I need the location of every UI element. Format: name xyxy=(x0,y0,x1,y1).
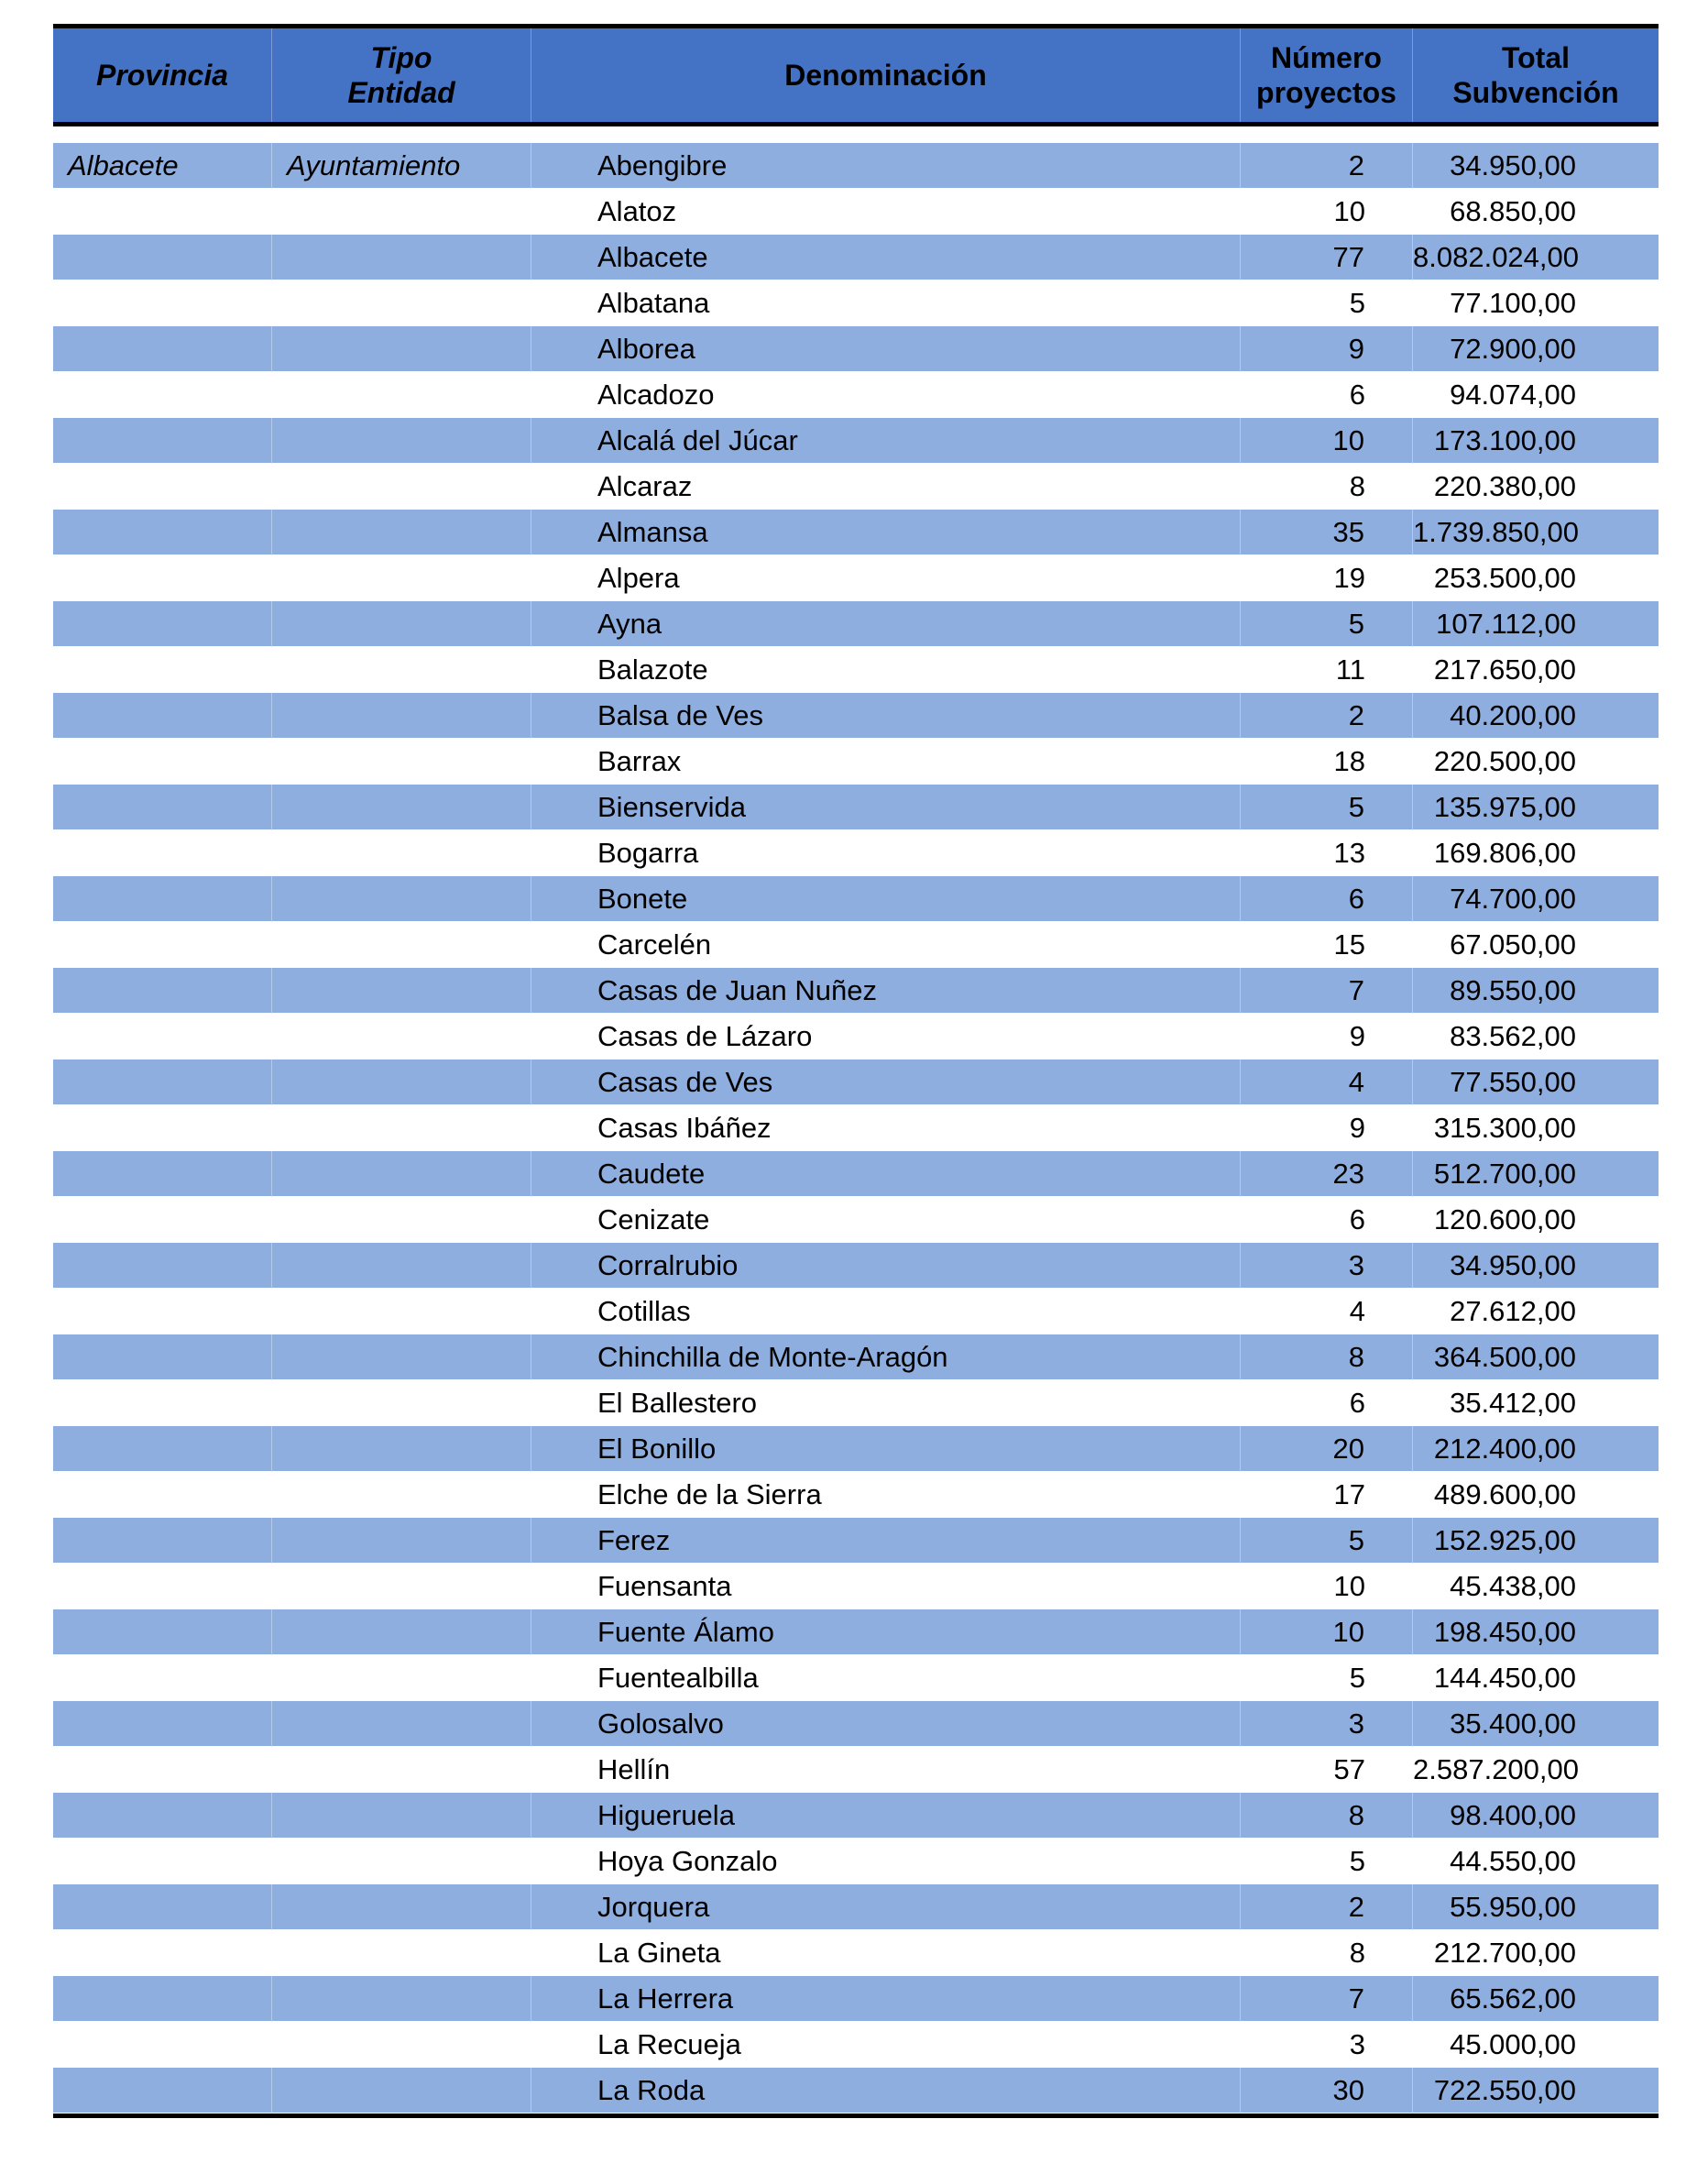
cell-provincia xyxy=(53,739,272,785)
cell-tipo-entidad xyxy=(272,1930,531,1976)
cell-provincia xyxy=(53,510,272,555)
cell-tipo-entidad xyxy=(272,555,531,601)
table-row xyxy=(53,1976,1659,2022)
table-row xyxy=(53,280,1659,326)
cell-provincia xyxy=(53,280,272,326)
cell-numero-proyectos: 77 xyxy=(1241,235,1413,280)
cell-numero-proyectos: 3 xyxy=(1349,2028,1365,2060)
cell-numero-proyectos: 10 xyxy=(1241,418,1413,464)
table-row xyxy=(53,2022,1659,2068)
cell-tipo-entidad xyxy=(272,326,531,372)
cell-numero-proyectos: 35 xyxy=(1241,510,1413,555)
cell-provincia: Albacete xyxy=(53,143,272,189)
cell-numero-proyectos: 20 xyxy=(1241,1426,1413,1472)
cell-tipo-entidad xyxy=(272,235,531,280)
table-row xyxy=(53,1243,1659,1289)
cell-total-subvencion: 45.000,00 xyxy=(1450,2028,1576,2060)
cell-tipo-entidad xyxy=(272,1884,531,1930)
cell-denominacion: Casas Ibáñez xyxy=(597,1112,772,1144)
cell-denominacion: Abengibre xyxy=(531,143,1241,189)
cell-provincia xyxy=(53,1747,272,1793)
cell-numero-proyectos: 9 xyxy=(1349,1112,1365,1144)
cell-tipo-entidad xyxy=(272,1564,531,1609)
cell-total-subvencion: 107.112,00 xyxy=(1413,601,1659,647)
table-row xyxy=(53,1655,1659,1701)
table-row xyxy=(53,1793,1659,1839)
cell-total-subvencion: 198.450,00 xyxy=(1413,1609,1659,1655)
cell-numero-proyectos: 17 xyxy=(1333,1478,1365,1510)
cell-denominacion: Alcadozo xyxy=(597,379,715,411)
header-numero-line2: proyectos xyxy=(1256,76,1396,109)
cell-provincia xyxy=(53,1060,272,1105)
table-row xyxy=(53,647,1659,693)
cell-numero-proyectos: 5 xyxy=(1241,601,1413,647)
cell-denominacion: Hoya Gonzalo xyxy=(597,1845,778,1877)
cell-total-subvencion: 55.950,00 xyxy=(1413,1884,1659,1930)
cell-provincia xyxy=(53,1197,272,1243)
cell-total-subvencion: 35.412,00 xyxy=(1450,1387,1576,1419)
cell-total-subvencion: 77.100,00 xyxy=(1450,287,1576,319)
header-numero-line1: Número xyxy=(1271,41,1382,74)
cell-provincia xyxy=(53,1701,272,1747)
table-row xyxy=(53,1105,1659,1151)
cell-denominacion: El Bonillo xyxy=(531,1426,1241,1472)
cell-denominacion: Golosalvo xyxy=(531,1701,1241,1747)
cell-denominacion: La Recueja xyxy=(597,2028,741,2060)
cell-tipo-entidad xyxy=(272,693,531,739)
cell-tipo-entidad xyxy=(272,1380,531,1426)
cell-tipo-entidad xyxy=(272,1839,531,1884)
cell-total-subvencion: 65.562,00 xyxy=(1413,1976,1659,2022)
cell-provincia xyxy=(53,1334,272,1380)
cell-provincia xyxy=(53,830,272,876)
cell-provincia xyxy=(53,693,272,739)
cell-numero-proyectos: 5 xyxy=(1349,287,1365,319)
cell-denominacion: Albatana xyxy=(597,287,710,319)
cell-tipo-entidad xyxy=(272,1289,531,1334)
cell-numero-proyectos: 11 xyxy=(1335,653,1365,686)
cell-denominacion: Jorquera xyxy=(531,1884,1241,1930)
cell-denominacion: Barrax xyxy=(597,745,682,777)
header-gap xyxy=(53,126,1659,143)
table-row xyxy=(53,418,1659,464)
header-numero-proyectos xyxy=(1241,28,1413,122)
cell-total-subvencion: 27.612,00 xyxy=(1450,1295,1576,1327)
cell-numero-proyectos: 30 xyxy=(1241,2068,1413,2114)
cell-provincia xyxy=(53,1839,272,1884)
cell-numero-proyectos: 2 xyxy=(1241,693,1413,739)
cell-numero-proyectos: 5 xyxy=(1241,1518,1413,1564)
cell-total-subvencion: 89.550,00 xyxy=(1413,968,1659,1014)
cell-denominacion: Alcaraz xyxy=(597,470,693,502)
cell-total-subvencion: 152.925,00 xyxy=(1413,1518,1659,1564)
cell-provincia xyxy=(53,1793,272,1839)
cell-numero-proyectos: 6 xyxy=(1241,876,1413,922)
cell-tipo-entidad xyxy=(272,1701,531,1747)
cell-tipo-entidad xyxy=(272,1334,531,1380)
cell-tipo-entidad xyxy=(272,2022,531,2068)
table-row xyxy=(53,1930,1659,1976)
cell-provincia xyxy=(53,1426,272,1472)
cell-numero-proyectos: 10 xyxy=(1241,1609,1413,1655)
cell-total-subvencion: 77.550,00 xyxy=(1413,1060,1659,1105)
cell-total-subvencion: 315.300,00 xyxy=(1433,1112,1576,1144)
header-total-line1: Total xyxy=(1501,41,1571,74)
cell-denominacion: Cotillas xyxy=(597,1295,691,1327)
cell-provincia xyxy=(53,235,272,280)
cell-numero-proyectos: 8 xyxy=(1349,470,1365,502)
cell-tipo-entidad xyxy=(272,189,531,235)
cell-total-subvencion: 45.438,00 xyxy=(1450,1570,1576,1602)
cell-tipo-entidad xyxy=(272,876,531,922)
cell-numero-proyectos: 8 xyxy=(1241,1793,1413,1839)
table-header xyxy=(53,28,1659,122)
cell-numero-proyectos: 6 xyxy=(1349,1387,1365,1419)
cell-provincia xyxy=(53,1930,272,1976)
cell-tipo-entidad xyxy=(272,830,531,876)
cell-denominacion: Chinchilla de Monte-Aragón xyxy=(531,1334,1241,1380)
cell-tipo-entidad xyxy=(272,372,531,418)
cell-numero-proyectos: 9 xyxy=(1241,326,1413,372)
table-row xyxy=(53,1060,1659,1105)
header-tipo-line2: Entidad xyxy=(347,76,455,109)
header-tipo-line1: Tipo xyxy=(370,41,432,74)
cell-denominacion: Balazote xyxy=(597,653,708,686)
table-row xyxy=(53,1564,1659,1609)
cell-provincia xyxy=(53,372,272,418)
cell-denominacion: Almansa xyxy=(531,510,1241,555)
cell-tipo-entidad xyxy=(272,1105,531,1151)
cell-tipo-entidad xyxy=(272,739,531,785)
cell-tipo-entidad xyxy=(272,418,531,464)
cell-denominacion: Bienservida xyxy=(531,785,1241,830)
cell-provincia xyxy=(53,1518,272,1564)
header-total-subvencion xyxy=(1413,28,1659,122)
cell-denominacion: Alatoz xyxy=(597,195,677,227)
cell-total-subvencion: 72.900,00 xyxy=(1413,326,1659,372)
cell-denominacion: La Gineta xyxy=(597,1937,721,1969)
cell-numero-proyectos: 3 xyxy=(1241,1701,1413,1747)
cell-numero-proyectos: 18 xyxy=(1333,745,1365,777)
cell-total-subvencion: 253.500,00 xyxy=(1433,562,1576,594)
cell-tipo-entidad xyxy=(272,1426,531,1472)
table-row xyxy=(53,968,1659,1014)
header-total-line2: Subvención xyxy=(1452,76,1619,109)
cell-provincia xyxy=(53,326,272,372)
cell-numero-proyectos: 4 xyxy=(1349,1295,1365,1327)
table-row xyxy=(53,1839,1659,1884)
cell-denominacion: Cenizate xyxy=(597,1203,710,1235)
cell-tipo-entidad: Ayuntamiento xyxy=(272,143,531,189)
cell-provincia xyxy=(53,876,272,922)
cell-tipo-entidad xyxy=(272,1518,531,1564)
cell-numero-proyectos: 8 xyxy=(1241,1334,1413,1380)
cell-denominacion: Carcelén xyxy=(597,928,712,961)
cell-numero-proyectos: 6 xyxy=(1349,1203,1365,1235)
cell-denominacion: Casas de Lázaro xyxy=(597,1020,813,1052)
table-row xyxy=(53,510,1659,555)
cell-denominacion: Caudete xyxy=(531,1151,1241,1197)
cell-denominacion: Fuente Álamo xyxy=(531,1609,1241,1655)
cell-provincia xyxy=(53,189,272,235)
cell-total-subvencion: 2.587.200,00 xyxy=(1413,1753,1580,1785)
table-row xyxy=(53,326,1659,372)
table-row xyxy=(53,1747,1659,1793)
table-row xyxy=(53,922,1659,968)
cell-total-subvencion: 169.806,00 xyxy=(1433,837,1576,869)
header-tipo-entidad xyxy=(272,28,531,122)
cell-total-subvencion: 67.050,00 xyxy=(1450,928,1576,961)
cell-numero-proyectos: 4 xyxy=(1241,1060,1413,1105)
cell-provincia xyxy=(53,968,272,1014)
cell-denominacion: Bogarra xyxy=(597,837,699,869)
cell-total-subvencion: 120.600,00 xyxy=(1433,1203,1576,1235)
table-row xyxy=(53,1518,1659,1564)
cell-denominacion: La Roda xyxy=(531,2068,1241,2114)
table-row xyxy=(53,372,1659,418)
cell-denominacion: Alcalá del Júcar xyxy=(531,418,1241,464)
subsidy-table xyxy=(53,24,1659,2118)
table-row xyxy=(53,1380,1659,1426)
cell-numero-proyectos: 9 xyxy=(1349,1020,1365,1052)
cell-denominacion: Casas de Ves xyxy=(531,1060,1241,1105)
cell-provincia xyxy=(53,601,272,647)
table-row xyxy=(53,830,1659,876)
cell-total-subvencion: 1.739.850,00 xyxy=(1413,510,1659,555)
cell-provincia xyxy=(53,1151,272,1197)
cell-total-subvencion: 722.550,00 xyxy=(1413,2068,1659,2114)
cell-total-subvencion: 364.500,00 xyxy=(1413,1334,1659,1380)
cell-provincia xyxy=(53,1609,272,1655)
table-row xyxy=(53,1426,1659,1472)
table-row xyxy=(53,876,1659,922)
cell-total-subvencion: 94.074,00 xyxy=(1450,379,1576,411)
cell-denominacion: La Herrera xyxy=(531,1976,1241,2022)
cell-denominacion: Bonete xyxy=(531,876,1241,922)
cell-numero-proyectos: 19 xyxy=(1333,562,1365,594)
cell-numero-proyectos: 10 xyxy=(1333,1570,1365,1602)
cell-total-subvencion: 220.380,00 xyxy=(1433,470,1576,502)
table-row xyxy=(53,189,1659,235)
cell-total-subvencion: 135.975,00 xyxy=(1413,785,1659,830)
cell-provincia xyxy=(53,1014,272,1060)
cell-provincia xyxy=(53,555,272,601)
cell-tipo-entidad xyxy=(272,1747,531,1793)
cell-total-subvencion: 35.400,00 xyxy=(1413,1701,1659,1747)
table-row xyxy=(53,1472,1659,1518)
cell-total-subvencion: 144.450,00 xyxy=(1433,1662,1576,1694)
cell-tipo-entidad xyxy=(272,510,531,555)
cell-provincia xyxy=(53,922,272,968)
cell-tipo-entidad xyxy=(272,280,531,326)
table-row xyxy=(53,555,1659,601)
cell-provincia xyxy=(53,1105,272,1151)
cell-numero-proyectos: 6 xyxy=(1349,379,1365,411)
cell-tipo-entidad xyxy=(272,2068,531,2114)
table-row xyxy=(53,785,1659,830)
cell-tipo-entidad xyxy=(272,1014,531,1060)
cell-tipo-entidad xyxy=(272,1060,531,1105)
cell-denominacion: Alpera xyxy=(597,562,680,594)
table-row xyxy=(53,1701,1659,1747)
table-row xyxy=(53,601,1659,647)
cell-denominacion: Casas de Juan Nuñez xyxy=(531,968,1241,1014)
cell-denominacion: Elche de la Sierra xyxy=(597,1478,822,1510)
cell-provincia xyxy=(53,647,272,693)
table-row xyxy=(53,1151,1659,1197)
cell-total-subvencion: 68.850,00 xyxy=(1450,195,1576,227)
table-row xyxy=(53,1334,1659,1380)
cell-numero-proyectos: 15 xyxy=(1333,928,1365,961)
cell-total-subvencion: 217.650,00 xyxy=(1433,653,1576,686)
table-row xyxy=(53,2068,1659,2114)
cell-provincia xyxy=(53,1655,272,1701)
table-row xyxy=(53,464,1659,510)
cell-total-subvencion: 212.400,00 xyxy=(1413,1426,1659,1472)
cell-numero-proyectos: 57 xyxy=(1333,1753,1365,1785)
cell-denominacion: El Ballestero xyxy=(597,1387,758,1419)
cell-tipo-entidad xyxy=(272,1472,531,1518)
table-row xyxy=(53,1197,1659,1243)
cell-provincia xyxy=(53,1976,272,2022)
cell-total-subvencion: 40.200,00 xyxy=(1413,693,1659,739)
table-body xyxy=(53,143,1659,2114)
cell-total-subvencion: 220.500,00 xyxy=(1433,745,1576,777)
cell-provincia xyxy=(53,785,272,830)
cell-denominacion: Fuentealbilla xyxy=(597,1662,759,1694)
cell-tipo-entidad xyxy=(272,968,531,1014)
cell-total-subvencion: 173.100,00 xyxy=(1413,418,1659,464)
cell-provincia xyxy=(53,2022,272,2068)
cell-tipo-entidad xyxy=(272,1243,531,1289)
table-row xyxy=(53,739,1659,785)
table-row xyxy=(53,1884,1659,1930)
cell-tipo-entidad xyxy=(272,1609,531,1655)
header-denominacion xyxy=(531,28,1241,122)
cell-denominacion: Alborea xyxy=(531,326,1241,372)
cell-numero-proyectos: 7 xyxy=(1241,968,1413,1014)
cell-numero-proyectos: 5 xyxy=(1349,1845,1365,1877)
cell-total-subvencion: 34.950,00 xyxy=(1413,1243,1659,1289)
cell-tipo-entidad xyxy=(272,1151,531,1197)
cell-tipo-entidad xyxy=(272,785,531,830)
table-row xyxy=(53,1609,1659,1655)
cell-total-subvencion: 44.550,00 xyxy=(1450,1845,1576,1877)
cell-total-subvencion: 83.562,00 xyxy=(1450,1020,1576,1052)
cell-tipo-entidad xyxy=(272,1655,531,1701)
cell-denominacion: Higueruela xyxy=(531,1793,1241,1839)
cell-total-subvencion: 212.700,00 xyxy=(1433,1937,1576,1969)
cell-denominacion: Ferez xyxy=(531,1518,1241,1564)
cell-numero-proyectos: 13 xyxy=(1333,837,1365,869)
header-provincia-label: Provincia xyxy=(95,59,229,92)
cell-total-subvencion: 512.700,00 xyxy=(1413,1151,1659,1197)
cell-total-subvencion: 34.950,00 xyxy=(1413,143,1659,189)
cell-denominacion: Ayna xyxy=(531,601,1241,647)
cell-provincia xyxy=(53,464,272,510)
cell-provincia xyxy=(53,2068,272,2114)
cell-tipo-entidad xyxy=(272,922,531,968)
cell-tipo-entidad xyxy=(272,601,531,647)
cell-numero-proyectos: 23 xyxy=(1241,1151,1413,1197)
cell-numero-proyectos: 5 xyxy=(1241,785,1413,830)
cell-denominacion: Fuensanta xyxy=(597,1570,732,1602)
cell-numero-proyectos: 8 xyxy=(1349,1937,1365,1969)
cell-provincia xyxy=(53,1243,272,1289)
table-row xyxy=(53,1289,1659,1334)
cell-provincia xyxy=(53,1289,272,1334)
cell-tipo-entidad xyxy=(272,1976,531,2022)
cell-denominacion: Corralrubio xyxy=(531,1243,1241,1289)
cell-numero-proyectos: 10 xyxy=(1333,195,1365,227)
cell-provincia xyxy=(53,1884,272,1930)
cell-denominacion: Albacete xyxy=(531,235,1241,280)
table-row xyxy=(53,143,1659,189)
cell-numero-proyectos: 5 xyxy=(1349,1662,1365,1694)
cell-numero-proyectos: 2 xyxy=(1241,1884,1413,1930)
table-row xyxy=(53,235,1659,280)
cell-total-subvencion: 74.700,00 xyxy=(1413,876,1659,922)
cell-numero-proyectos: 3 xyxy=(1241,1243,1413,1289)
cell-tipo-entidad xyxy=(272,1793,531,1839)
table-row xyxy=(53,693,1659,739)
cell-tipo-entidad xyxy=(272,647,531,693)
cell-total-subvencion: 8.082.024,00 xyxy=(1413,235,1659,280)
cell-provincia xyxy=(53,1472,272,1518)
table-row xyxy=(53,1014,1659,1060)
cell-denominacion: Balsa de Ves xyxy=(531,693,1241,739)
header-provincia xyxy=(53,28,272,122)
cell-total-subvencion: 489.600,00 xyxy=(1433,1478,1576,1510)
bottom-rule xyxy=(53,2114,1659,2118)
cell-total-subvencion: 98.400,00 xyxy=(1413,1793,1659,1839)
header-denominacion-label: Denominación xyxy=(784,59,987,92)
cell-numero-proyectos: 7 xyxy=(1241,1976,1413,2022)
cell-tipo-entidad xyxy=(272,464,531,510)
cell-tipo-entidad xyxy=(272,1197,531,1243)
cell-numero-proyectos: 2 xyxy=(1241,143,1413,189)
cell-provincia xyxy=(53,1380,272,1426)
cell-provincia xyxy=(53,1564,272,1609)
cell-denominacion: Hellín xyxy=(597,1753,671,1785)
cell-provincia xyxy=(53,418,272,464)
